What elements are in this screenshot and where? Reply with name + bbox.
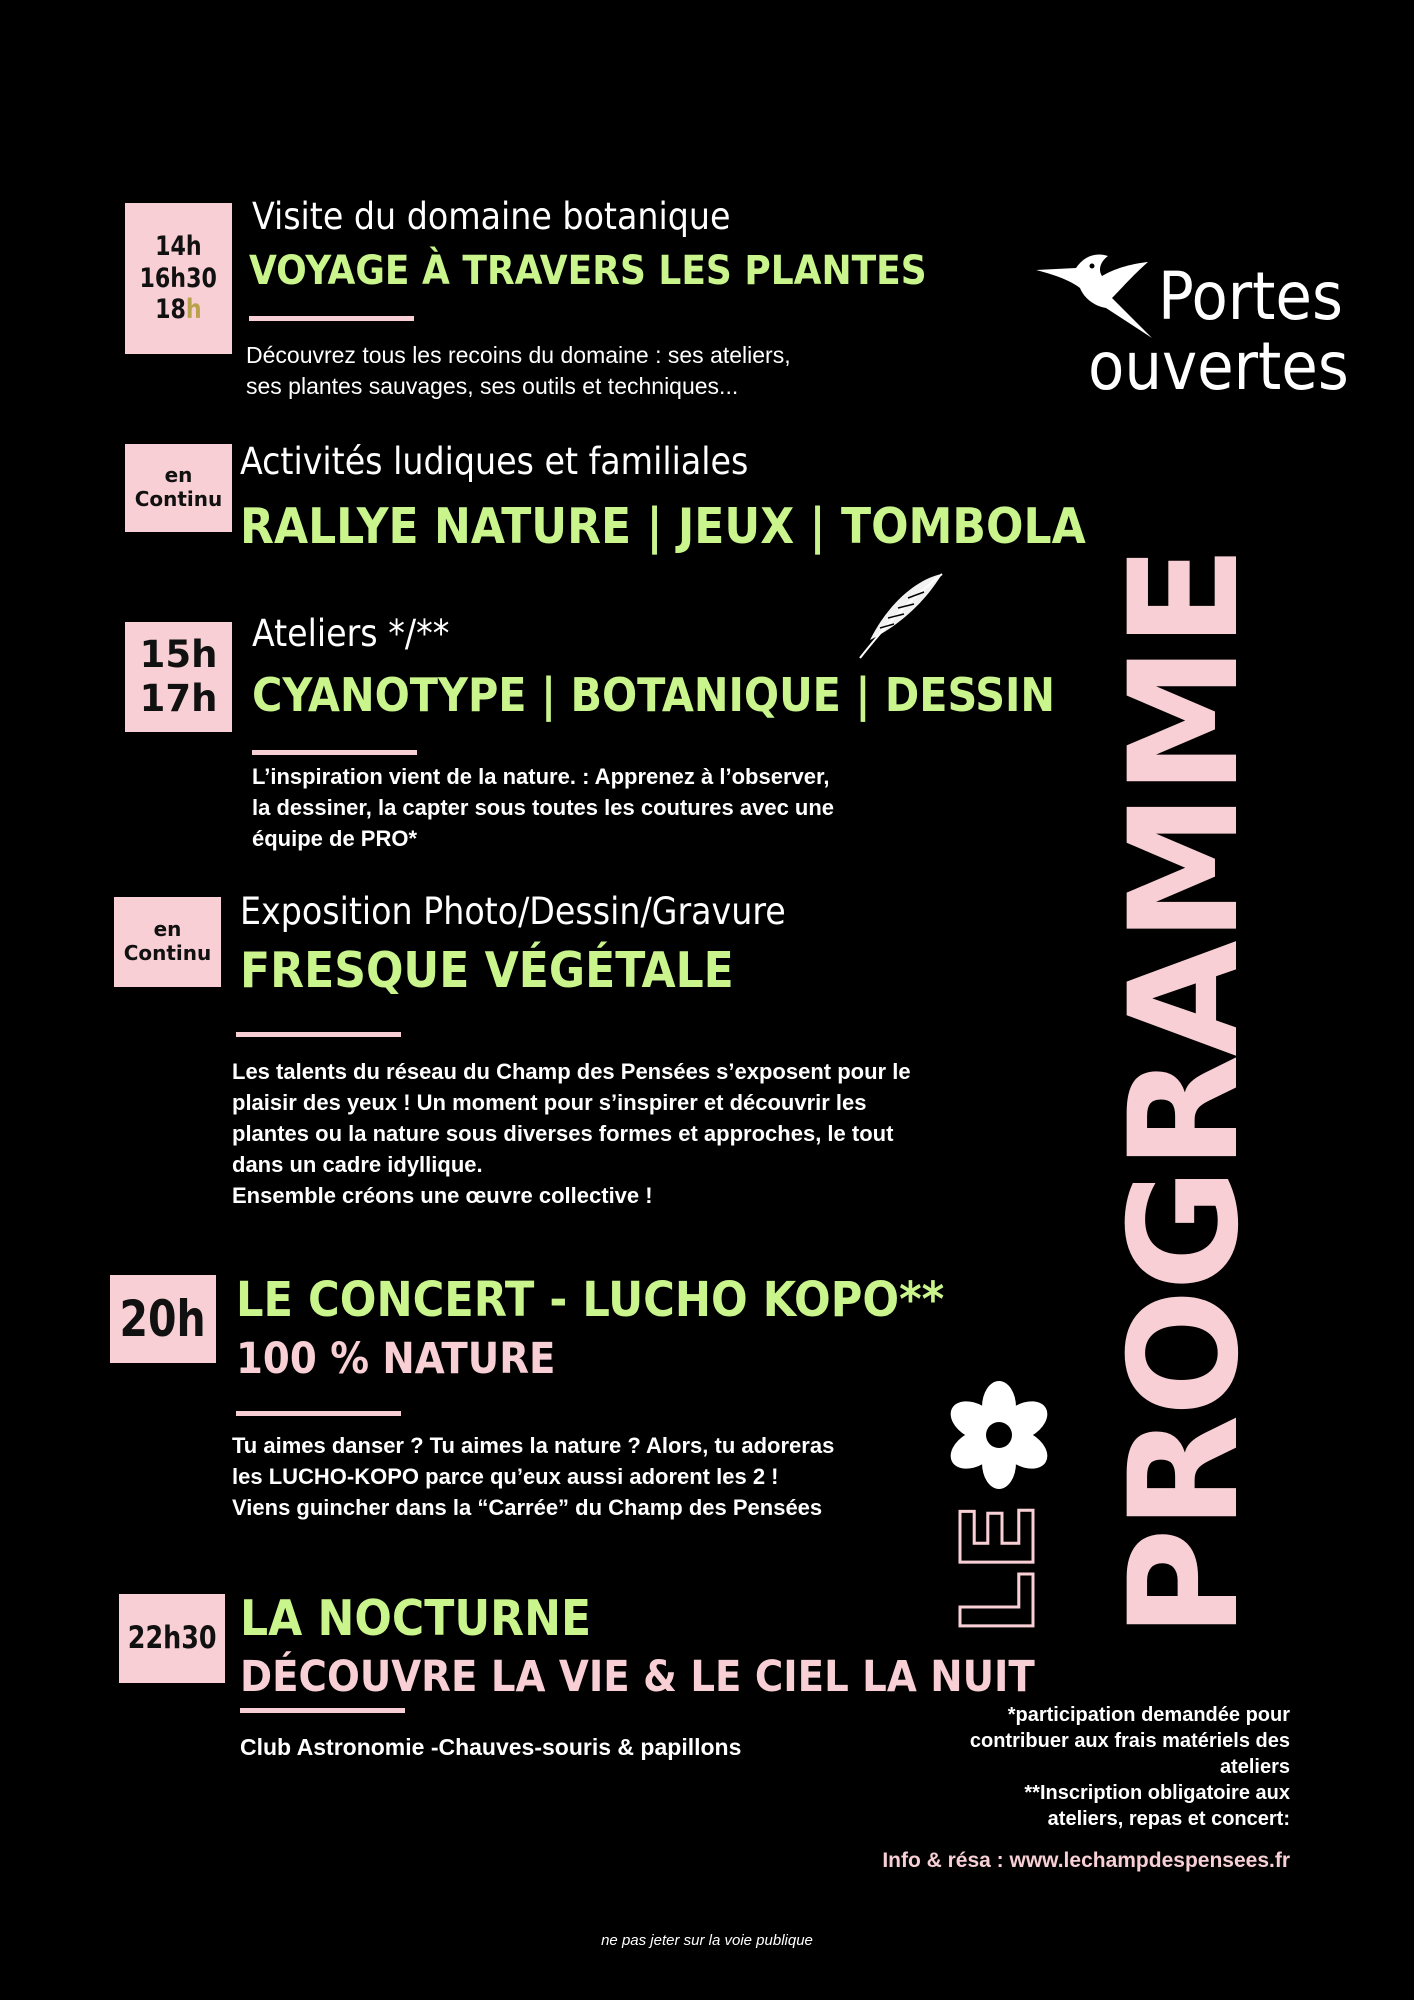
time-label: Continu xyxy=(134,487,223,511)
time-badge-night xyxy=(119,1594,225,1683)
divider xyxy=(236,1411,401,1416)
time-badge-workshops xyxy=(125,622,232,732)
event-headline-secondary: DÉCOUVRE LA VIE & LE CIEL LA NUIT xyxy=(240,1652,1035,1702)
time-label: 20h xyxy=(119,1289,207,1348)
event-headline: CYANOTYPE | BOTANIQUE | DESSIN xyxy=(252,668,1056,722)
time-suffix: h xyxy=(186,294,202,326)
event-description: Découvrez tous les recoins du domaine : ses ateliers, ses plantes sauvages, ses outils et techniques... xyxy=(246,342,791,399)
event-headline: LE CONCERT - LUCHO KOPO** xyxy=(236,1272,945,1328)
brand-title-line1: Portes xyxy=(1158,258,1343,335)
divider xyxy=(236,1032,401,1037)
event-headline: LA NOCTURNE xyxy=(240,1590,592,1647)
divider xyxy=(252,750,417,755)
event-headline: RALLYE NATURE | JEUX | TOMBOLA xyxy=(240,498,1086,555)
event-headline: FRESQUE VÉGÉTALE xyxy=(240,942,734,999)
time-badge-activities xyxy=(125,444,232,532)
time-label: 15h xyxy=(139,633,218,677)
le-title: LE xyxy=(940,1502,1057,1635)
time-label: 18 xyxy=(155,294,187,326)
time-label: 16h30 xyxy=(139,262,218,294)
event-description: Les talents du réseau du Champ des Pensées s’exposent pour le plaisir des yeux ! Un moment pour s’inspirer et découvrir les plantes ou la nature sous diverses formes et approches, le tout dans un cadre idyllique. Ensemble créons une œuvre collective ! xyxy=(232,1059,911,1208)
time-label: Continu xyxy=(123,941,212,965)
event-subtitle: Ateliers */** xyxy=(252,612,450,655)
event-headline: VOYAGE À TRAVERS LES PLANTES xyxy=(249,248,927,294)
event-description: Tu aimes danser ? Tu aimes la nature ? Alors, tu adoreras les LUCHO-KOPO parce qu’eux aussi adorent les 2 ! Viens guincher dans la “Carrée” du Champ des Pensées xyxy=(232,1433,835,1520)
event-subtitle: Visite du domaine botanique xyxy=(252,195,731,238)
divider xyxy=(249,316,414,321)
time-badge-visit xyxy=(125,203,232,354)
time-label: 14h xyxy=(155,230,202,262)
event-description: L’inspiration vient de la nature. : Apprenez à l’observer, la dessiner, la capter sous toutes les coutures avec une équipe de PRO* xyxy=(252,764,835,851)
event-headline-secondary: 100 % NATURE xyxy=(236,1334,556,1384)
footnotes: *participation demandée pour contribuer aux frais matériels des ateliers **Inscription obligatoire aux ateliers, repas et concert: xyxy=(969,1704,1290,1830)
info-reservation: Info & résa : www.lechampdespensees.fr xyxy=(882,1849,1290,1872)
time-badge-exhibition xyxy=(114,897,221,987)
event-subtitle: Activités ludiques et familiales xyxy=(240,440,749,483)
flower-icon xyxy=(944,1380,1054,1490)
time-label: 22h30 xyxy=(127,1620,217,1657)
event-description: Club Astronomie -Chauves-souris & papillons xyxy=(240,1734,742,1760)
time-label: en xyxy=(164,463,193,488)
divider xyxy=(240,1708,405,1713)
time-label: en xyxy=(153,917,182,942)
feather-icon xyxy=(850,570,950,662)
brand-title-line2: ouvertes xyxy=(1088,328,1349,405)
brand-title xyxy=(1088,258,1349,405)
footer-note: ne pas jeter sur la voie publique xyxy=(601,1932,813,1949)
programme-title: PROGRAMME xyxy=(1098,547,1272,1638)
time-label: 17h xyxy=(139,677,218,720)
time-badge-concert xyxy=(110,1275,216,1363)
event-subtitle: Exposition Photo/Dessin/Gravure xyxy=(240,890,786,933)
